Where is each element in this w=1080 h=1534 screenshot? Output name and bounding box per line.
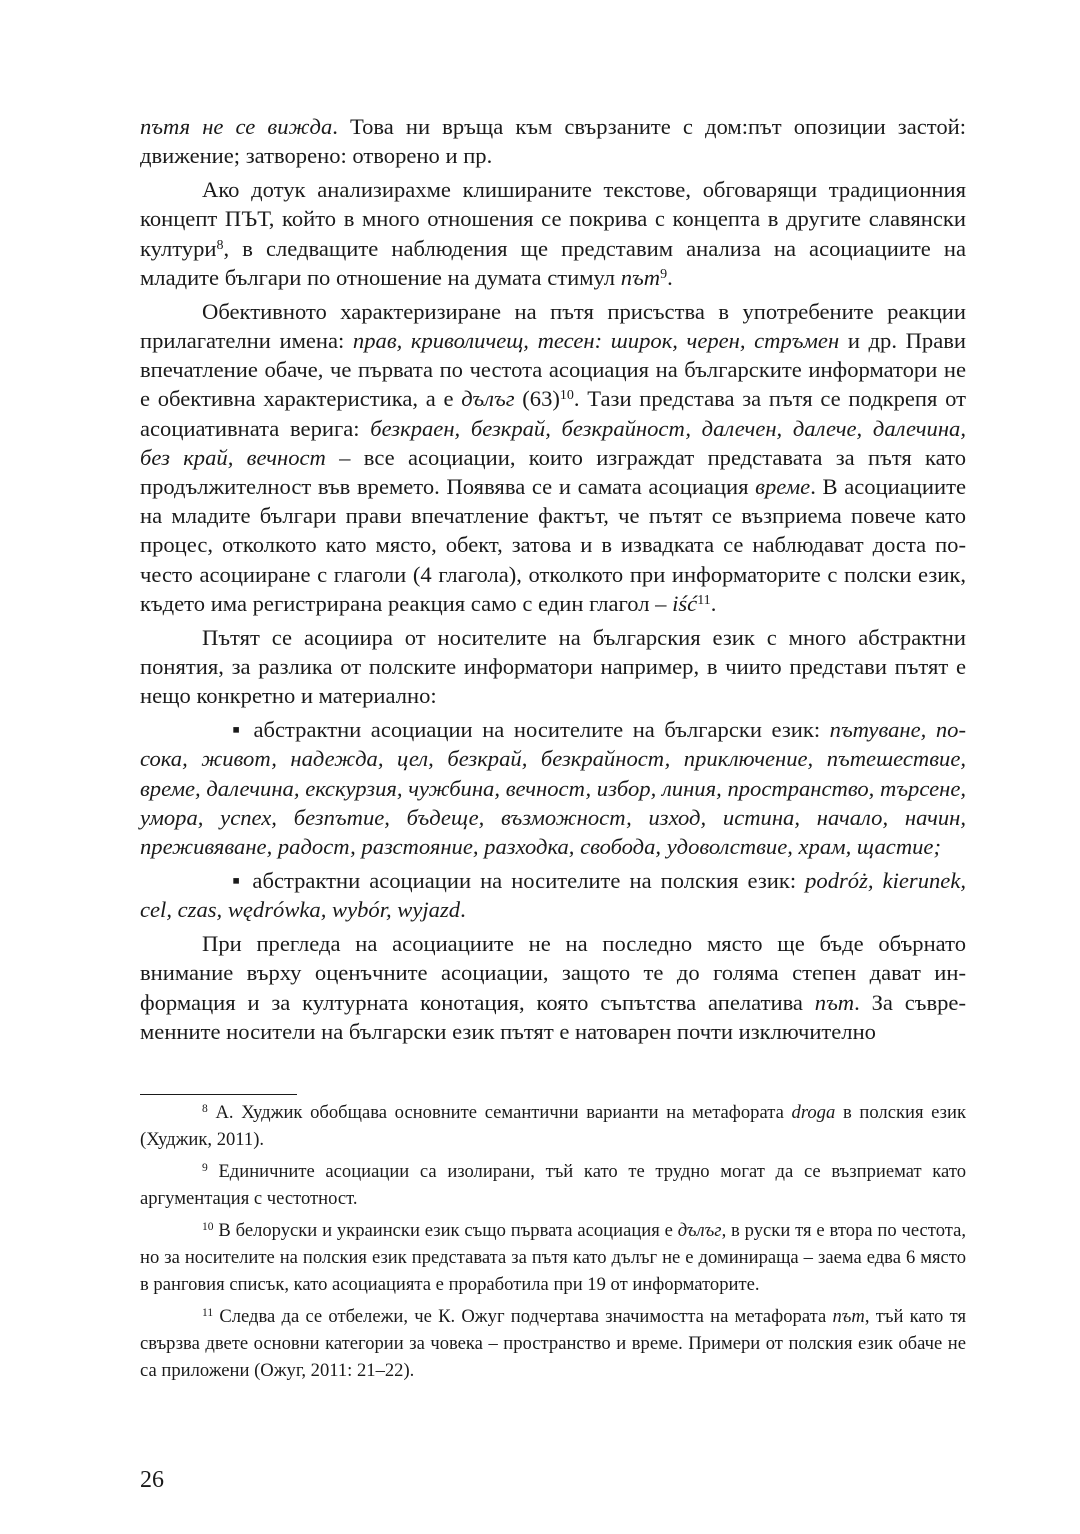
text-run: . Това ни връща към свързаните с дом:път опозиции застой: движение; затворено: отворено и пр. <box>140 114 967 169</box>
italic-text: droga <box>791 1102 836 1123</box>
italic-text: пътуване, посока, живот, надежда, цел, безкрай, безкрайност, приключение, пътешествие, време, далечина, екскурзия, чужбина, вечност, избор, линия, пространство, търсене, умора, успех, безпътие, бъдеще, възможност, изход, истина, начало, начин, преживяване, радост, разстояние, разходка, свобода, удоволствие, храм, щастие; <box>140 717 966 860</box>
italic-text: прав, криволичещ, тесен: широк, черен, стръмен <box>352 328 840 354</box>
text-run: и др. Прави впечатление обаче, че първата по честота асоциация на българските информатори не е обективна характеристика, а е <box>140 328 966 412</box>
italic-text: podróż, kierunek, cel, czas, wędrówka, wybór, wyjazd <box>140 868 966 923</box>
text-run: А. Худжик обобщава основните семантични варианти на метафората <box>207 1102 792 1123</box>
text-run: Единичните асоциации са изолирани, тъй като те трудно могат да се възприемат като аргументация с честотност. <box>140 1161 966 1209</box>
footnote-ref: 10 <box>559 388 574 404</box>
footnote-11 <box>140 1303 966 1384</box>
paragraph <box>140 929 966 1046</box>
footnote-10 <box>140 1217 966 1298</box>
paragraph <box>140 623 966 711</box>
footnote-ref: 11 <box>697 592 711 608</box>
italic-text: iść <box>672 590 698 616</box>
text-run: . <box>460 897 466 923</box>
text-run: Ако дотук анализирахме клишираните текстове, обговарящи традиционния концепт ПЪТ, който в много отношения се покрива с концепта в другите славянски култури <box>140 177 966 261</box>
footnotes <box>140 1099 966 1389</box>
italic-text: безкраен, безкрай, безкрайност, далечен, далече, далечина, без край, вечност <box>140 415 966 470</box>
footnote-separator <box>140 1094 297 1095</box>
text-run: В белоруски и украински език също първата асоциация е <box>213 1220 678 1241</box>
footnote-ref: 10 <box>202 1221 214 1234</box>
text-run: , тъй като тя свързва двете основни категории за човека – пространство и време. Примери от полския език обаче не са приложени (Ожуг, 2011: 21–22). <box>140 1306 966 1381</box>
text-run: Пътят се асоциира от носителите на българския език с много абстрактни понятия, за разлика от полските информатори например, в чиито представи пътят е нещо конкретно и материално: <box>140 624 966 709</box>
bullet-item-polish <box>140 866 966 924</box>
body-text <box>140 112 966 1051</box>
page-number: 26 <box>140 1467 164 1493</box>
text-run: . <box>667 264 673 290</box>
paragraph <box>140 297 966 618</box>
text-run: (63) <box>514 386 560 412</box>
italic-text: път <box>814 989 855 1015</box>
footnote-ref: 11 <box>202 1307 214 1320</box>
text-run: , в следващите наблюдения ще представим анализа на асоциациите на младите българи по отношение на думата стимул <box>140 235 966 290</box>
footnote-ref: 8 <box>216 237 224 253</box>
text-run: в полския език (Худжик, 2011). <box>140 1102 966 1150</box>
text-run: ▪ абстрактни асоциации на носителите на полския език: <box>232 868 806 894</box>
text-run: При прегледа на асоциациите не на последно място ще бъде обърнато внимание върху оценъчните асоциации, защото те до голяма степен дават информация и за културната конотация, която съпътства апелатива <box>140 931 966 1015</box>
paragraph <box>140 175 966 292</box>
footnote-9 <box>140 1158 966 1212</box>
footnote-ref: 9 <box>660 266 668 282</box>
italic-text: път <box>620 264 661 290</box>
bullet-item-bulgarian <box>140 715 966 861</box>
italic-text: дълъг <box>677 1220 722 1241</box>
footnote-8 <box>140 1099 966 1153</box>
italic-text: път <box>832 1306 865 1327</box>
italic-text: пътя не се вижда <box>140 114 333 139</box>
text-run: Обективното характеризиране на пътя присъства в употребените реакции прилагателни имена: <box>140 298 966 354</box>
text-run: , в руски тя е втора по честота, но за носителите на полския език представата за пътя като дълъг не е доминираща – заема едва 6 място в ранговия списък, като асоциацията е проработила при 19 от информаторите. <box>140 1220 966 1295</box>
text-run: . В асоциациите на младите българи прави впечатление фактът, че пътят се възприема повече като процес, отколкото като място, обект, затова и в извадката се наблюдават доста по-често асоцииране с глаголи (4 глагола), отколкото при информаторите с полски език, където има регистрирана реакция само с един глагол – <box>140 474 966 616</box>
paragraph <box>140 112 966 170</box>
italic-text: дълъг <box>461 386 515 412</box>
italic-text: време <box>755 474 811 500</box>
footnote-ref: 8 <box>202 1103 208 1116</box>
text-run: . <box>710 590 717 616</box>
text-run: – все асоциации, които изграждат представата за пътя като продължителност във времето. Появява се и самата асоциация <box>140 444 966 500</box>
text-run: Следва да се отбележи, че К. Ожуг подчертава значимостта на метафората <box>213 1306 833 1327</box>
text-run: ▪ абстрактни асоциации на носителите на български език: <box>232 717 830 743</box>
text-run: . Тази представа за пътя се подкрепя от асоциативната верига: <box>140 386 967 441</box>
text-run: . За съвременните носители на български език пътят е натоварен почти изключително <box>140 989 966 1044</box>
footnote-ref: 9 <box>202 1162 208 1175</box>
